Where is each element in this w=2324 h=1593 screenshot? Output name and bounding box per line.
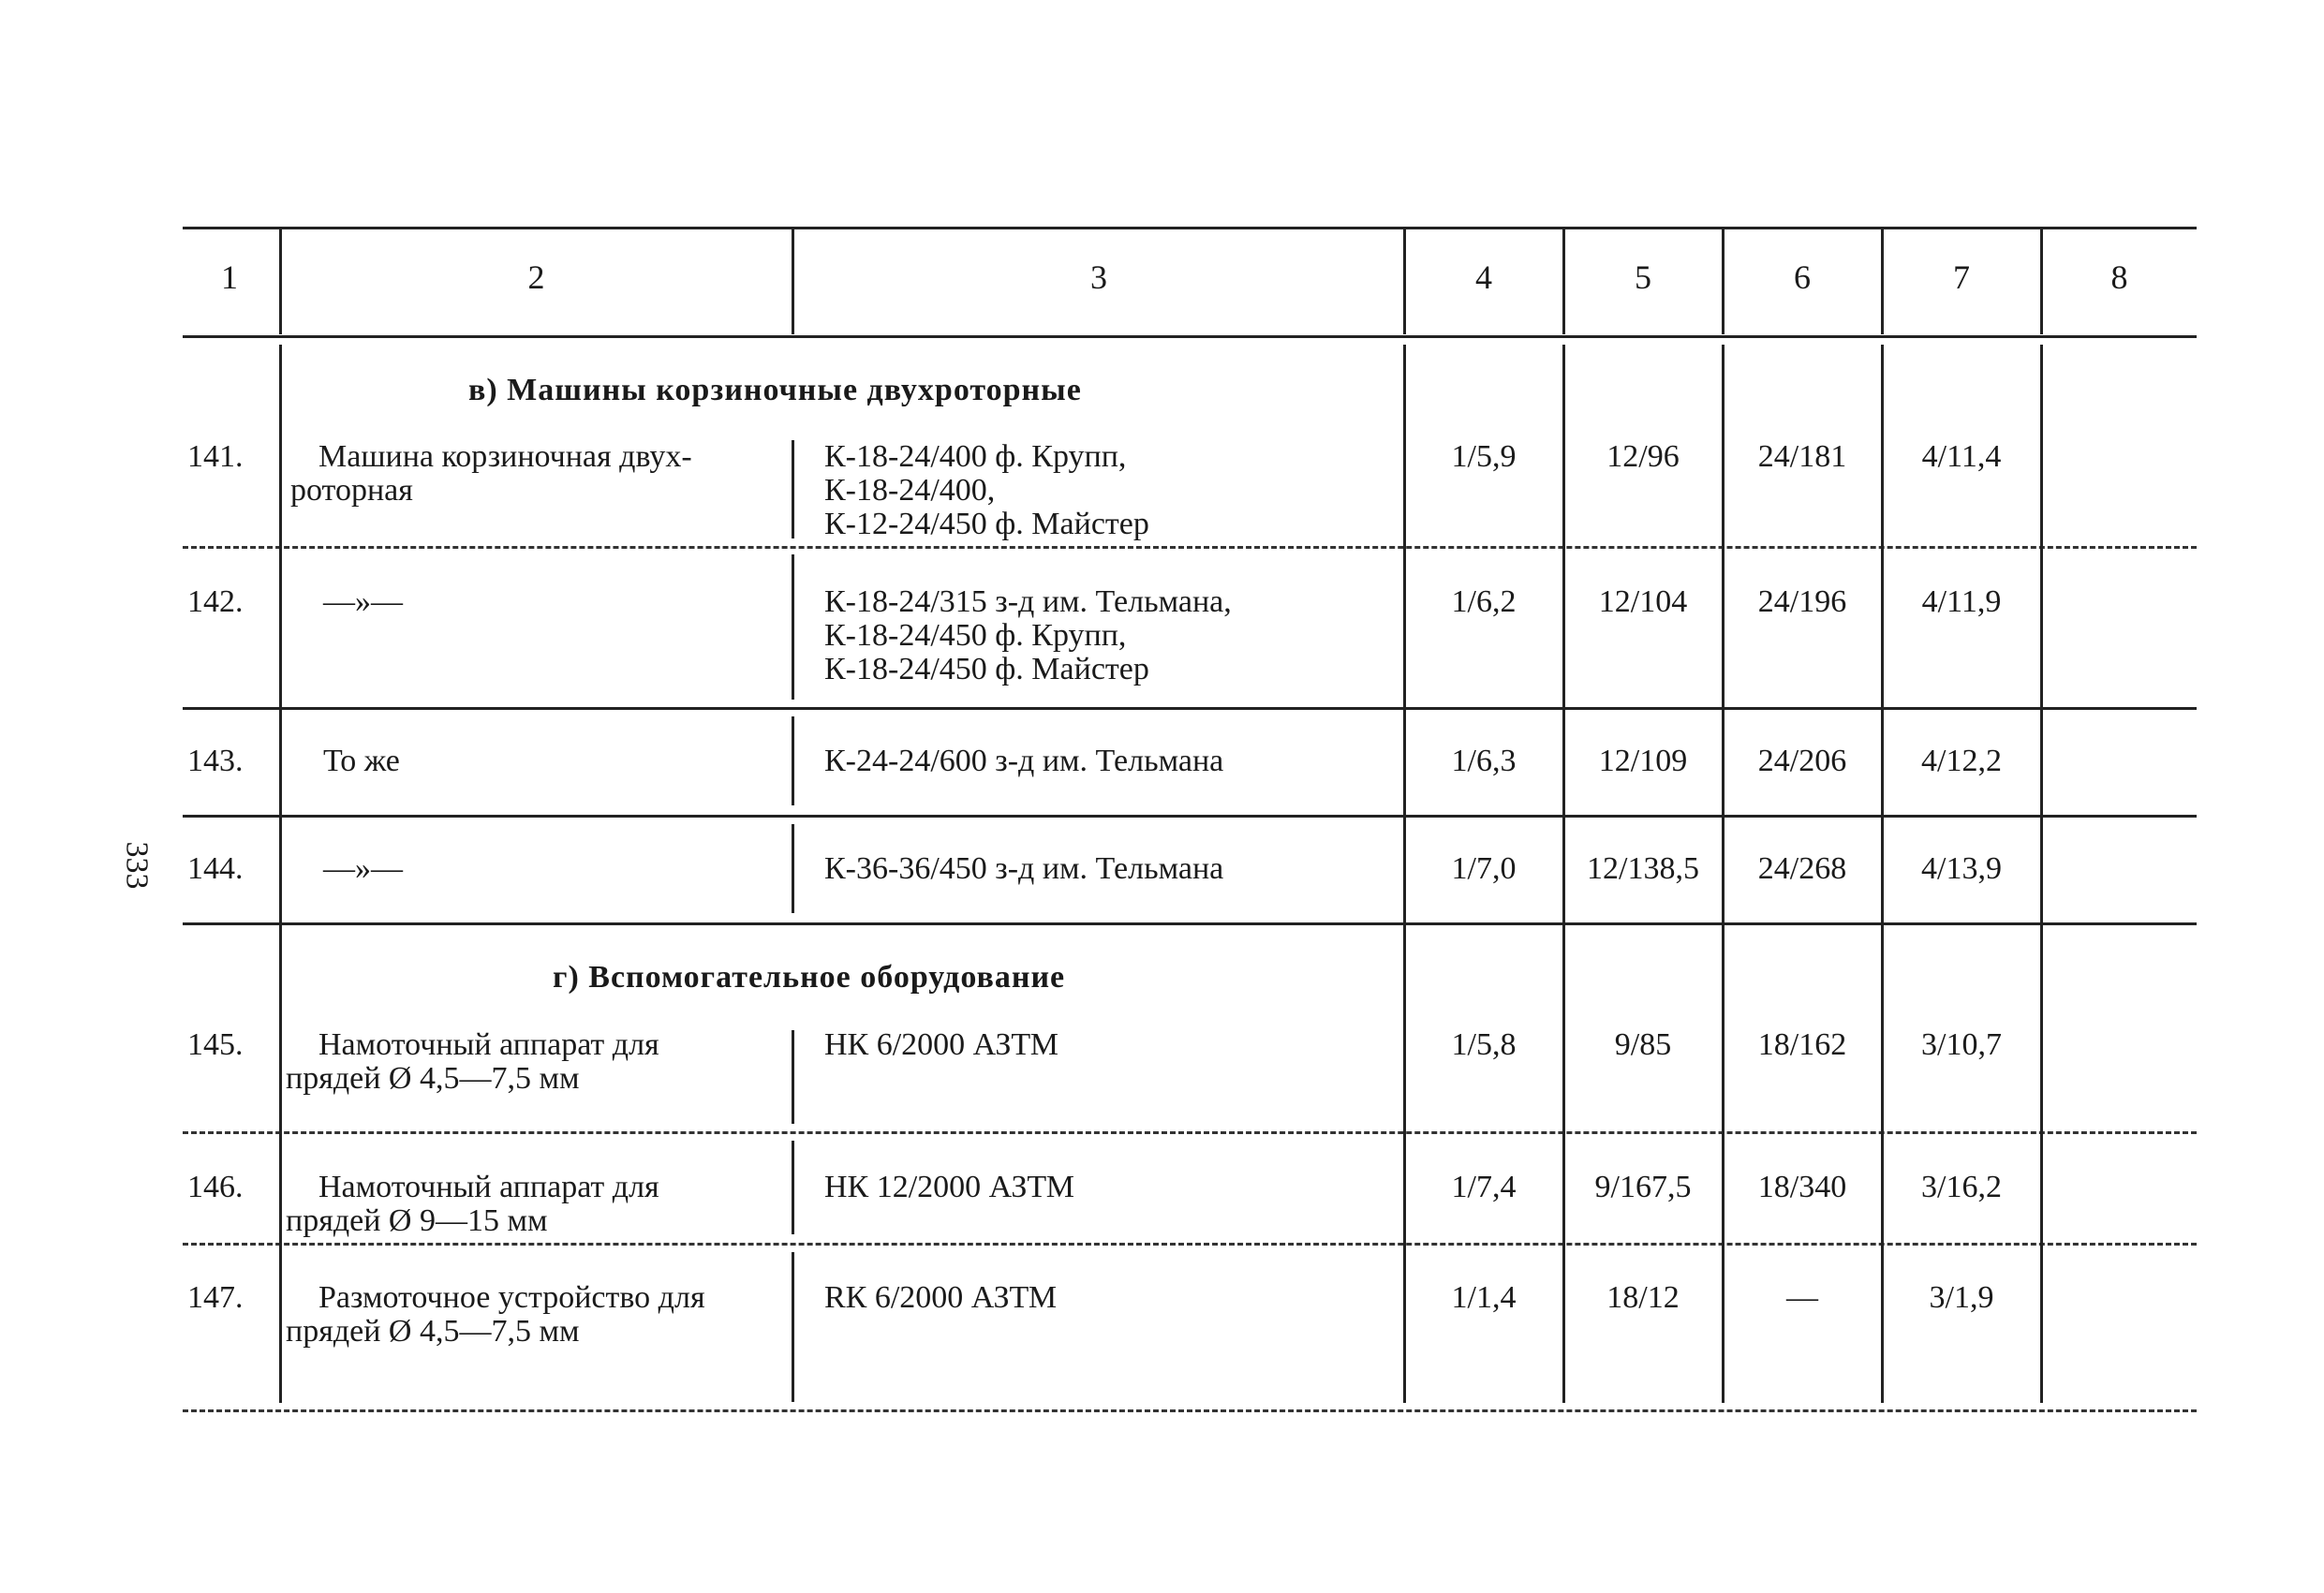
row-c5: 9/167,5	[1594, 1170, 1692, 1204]
row-number: 142.	[187, 584, 244, 619]
row-c4: 1/6,2	[1451, 584, 1517, 619]
row-c4: 1/1,4	[1451, 1280, 1517, 1315]
row-models	[824, 585, 1232, 686]
row-c5: 18/12	[1606, 1280, 1680, 1315]
row-c4: 1/6,3	[1451, 744, 1517, 778]
column-header: 2	[527, 258, 545, 296]
row-models	[824, 1171, 1074, 1204]
row-name-line: Машина корзиночная двух-	[318, 439, 692, 474]
row-c6: 24/196	[1757, 584, 1847, 619]
section-title: г) Вспомогательное оборудование	[553, 960, 1066, 995]
row-c5: 12/109	[1598, 744, 1688, 778]
row-c7: 3/16,2	[1921, 1170, 2002, 1204]
column-header: 5	[1635, 258, 1651, 296]
row-c6: —	[1786, 1280, 1818, 1315]
row-c6: 24/206	[1757, 744, 1847, 778]
row-name-line: прядей Ø 4,5—7,5 мм	[286, 1314, 580, 1349]
row-model-line: НК 12/2000 АЗТМ	[824, 1170, 1074, 1204]
row-c5: 12/96	[1606, 439, 1680, 474]
row-name-line: прядей Ø 9—15 мм	[286, 1203, 548, 1238]
row-rule	[183, 707, 2197, 710]
column-divider	[792, 1030, 794, 1124]
row-name-line: Намоточный аппарат для	[318, 1170, 659, 1204]
row-c7: 4/11,9	[1921, 584, 2002, 619]
row-name	[286, 1281, 782, 1349]
table-bottom-rule	[183, 1409, 2197, 1412]
column-divider	[792, 554, 794, 700]
row-model-line: К-12-24/450 ф. Майстер	[824, 507, 1149, 541]
row-name-line: Намоточный аппарат для	[318, 1027, 659, 1062]
row-models	[824, 852, 1223, 886]
row-number: 145.	[187, 1027, 244, 1062]
row-c7: 3/10,7	[1921, 1027, 2002, 1062]
row-name-line: прядей Ø 4,5—7,5 мм	[286, 1061, 580, 1096]
row-c6: 24/268	[1757, 851, 1847, 886]
row-rule	[183, 1131, 2197, 1134]
column-header: 4	[1475, 258, 1492, 296]
section-title: в) Машины корзиночные двухроторные	[468, 373, 1082, 407]
row-models	[824, 440, 1149, 541]
row-rule	[183, 546, 2197, 549]
row-c7: 3/1,9	[1929, 1280, 1994, 1315]
column-header: 7	[1953, 258, 1970, 296]
row-model-line: RК 6/2000 АЗТМ	[824, 1280, 1058, 1315]
row-model-line: К-18-24/400 ф. Крупп,	[824, 439, 1127, 474]
column-divider	[792, 1252, 794, 1402]
row-c5: 9/85	[1614, 1027, 1672, 1062]
row-number: 141.	[187, 439, 244, 474]
row-name: —»—	[323, 851, 403, 886]
row-c7: 4/11,4	[1921, 439, 2002, 474]
row-c5: 12/104	[1598, 584, 1688, 619]
row-number: 143.	[187, 744, 244, 778]
row-c4: 1/5,9	[1451, 439, 1517, 474]
column-divider	[279, 345, 282, 1403]
row-model-line: НК 6/2000 АЗТМ	[824, 1027, 1058, 1062]
row-c5: 12/138,5	[1587, 851, 1699, 886]
column-divider	[792, 824, 794, 913]
row-c4: 1/7,0	[1451, 851, 1517, 886]
row-c6: 18/340	[1757, 1170, 1847, 1204]
column-header: 8	[2110, 258, 2128, 296]
row-rule	[183, 1243, 2197, 1246]
column-header: 6	[1794, 258, 1811, 296]
row-rule	[183, 815, 2197, 818]
row-number: 144.	[187, 851, 244, 886]
row-c6: 18/162	[1757, 1027, 1847, 1062]
row-c6: 24/181	[1757, 439, 1847, 474]
column-divider	[792, 440, 794, 538]
page-number: 333	[119, 841, 155, 890]
row-name	[290, 440, 787, 508]
row-model-line: К-18-24/450 ф. Крупп,	[824, 618, 1127, 653]
row-name-line: роторная	[290, 473, 413, 508]
row-model-line: К-18-24/450 ф. Майстер	[824, 652, 1149, 686]
column-divider	[792, 716, 794, 805]
column-header: 1	[221, 258, 238, 296]
row-rule	[183, 922, 2197, 925]
row-model-line: К-24-24/600 з-д им. Тельмана	[824, 744, 1224, 778]
column-header: 3	[1090, 258, 1107, 296]
column-divider	[2040, 345, 2043, 1403]
row-models	[824, 745, 1223, 778]
row-models	[824, 1281, 1057, 1315]
row-name	[286, 1171, 782, 1238]
row-models	[824, 1028, 1058, 1062]
row-c4: 1/5,8	[1451, 1027, 1517, 1062]
row-name	[286, 1028, 782, 1096]
row-c7: 4/12,2	[1921, 744, 2002, 778]
row-c4: 1/7,4	[1451, 1170, 1517, 1204]
column-divider	[792, 1141, 794, 1234]
row-name: —»—	[323, 584, 403, 619]
row-model-line: К-18-24/315 з-д им. Тельмана,	[824, 584, 1232, 619]
row-c7: 4/13,9	[1921, 851, 2002, 886]
table-top-rule	[183, 227, 2197, 229]
row-number: 147.	[187, 1280, 244, 1315]
header-bottom-rule	[183, 335, 2197, 338]
row-name: То же	[323, 744, 400, 778]
row-model-line: К-36-36/450 з-д им. Тельмана	[824, 851, 1224, 886]
row-model-line: К-18-24/400,	[824, 473, 996, 508]
row-name-line: Размоточное устройство для	[318, 1280, 705, 1315]
row-number: 146.	[187, 1170, 244, 1204]
